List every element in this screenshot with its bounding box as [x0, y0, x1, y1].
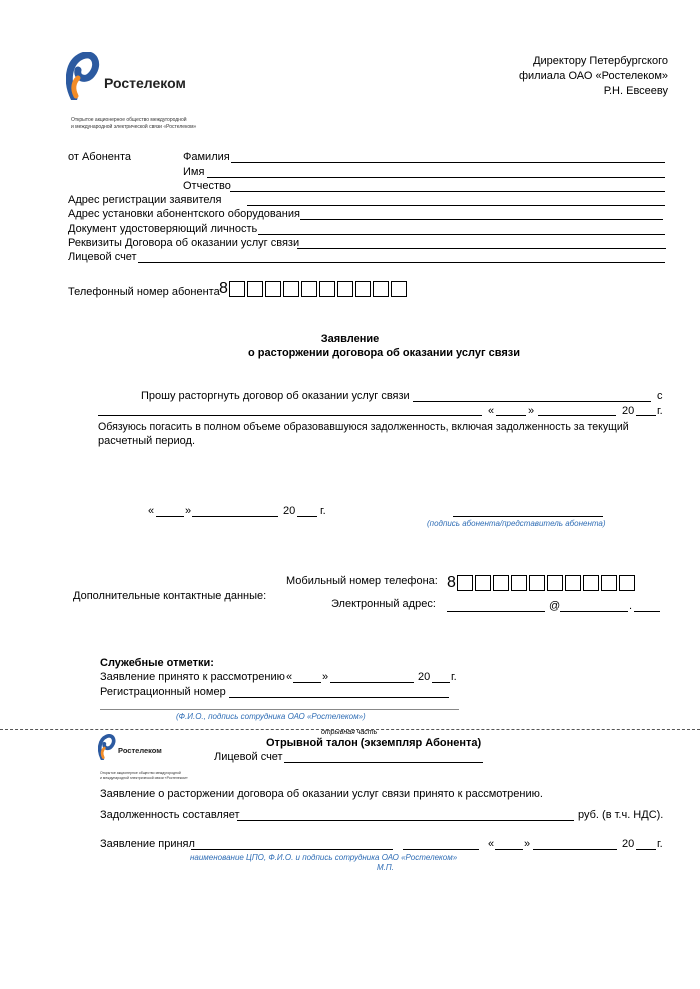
phone-number-boxes[interactable]	[219, 280, 409, 298]
phone-label: Телефонный номер абонента	[68, 286, 220, 298]
digit-box[interactable]	[355, 281, 371, 297]
email-user-field[interactable]	[447, 611, 545, 612]
email-label: Электронный адрес:	[331, 598, 436, 610]
accepted-label: Заявление принято к рассмотрению	[100, 671, 285, 683]
tear-off-part-label: отрывная часть	[321, 729, 378, 736]
email-at: @	[549, 600, 561, 612]
signature-field[interactable]	[453, 516, 603, 517]
surname-label: Фамилия	[183, 151, 230, 163]
reg-number-label: Регистрационный номер	[100, 686, 226, 698]
sign-quote-open: «	[148, 505, 155, 517]
patronymic-label: Отчество	[183, 180, 231, 192]
statement-subtitle: о расторжении договора об оказании услуг связи	[247, 347, 520, 359]
digit-box[interactable]	[583, 575, 599, 591]
surname-field[interactable]	[231, 162, 665, 163]
received-signature-field[interactable]	[403, 849, 479, 850]
digit-box[interactable]	[391, 281, 407, 297]
digit-box[interactable]	[247, 281, 263, 297]
mobile-number-boxes[interactable]	[447, 574, 637, 592]
account-field[interactable]	[138, 262, 665, 263]
email-dot: .	[629, 600, 633, 612]
quote-open: «	[488, 405, 495, 417]
acc-year-field[interactable]	[432, 682, 450, 683]
acc-year-suffix: г.	[451, 671, 457, 683]
received-by-field[interactable]	[191, 849, 393, 850]
email-domain-field[interactable]	[560, 611, 628, 612]
digit-box[interactable]	[493, 575, 509, 591]
acc-quote-open: «	[286, 671, 293, 683]
sign-month-field[interactable]	[192, 516, 278, 517]
digit-box[interactable]	[475, 575, 491, 591]
acc-month-field[interactable]	[330, 682, 414, 683]
tear-year-field[interactable]	[636, 849, 656, 850]
tear-off-tagline-2: и международной электрической связи «Ростелеком»	[100, 776, 188, 780]
digit-box[interactable]	[457, 575, 473, 591]
acc-quote-close: »	[322, 671, 329, 683]
service-marks-title: Служебные отметки:	[100, 657, 214, 669]
contract-label: Реквизиты Договора об оказании услуг связи	[68, 237, 300, 249]
addressee-line-3: Р.Н. Евсееву	[603, 85, 668, 97]
digit-box[interactable]	[529, 575, 545, 591]
sign-year-field[interactable]	[297, 516, 317, 517]
tear-off-tagline-1: Открытое акционерное общество междугородной	[100, 771, 181, 775]
employee-field[interactable]	[100, 709, 459, 710]
mobile-prefix: 8	[447, 574, 456, 591]
digit-box[interactable]	[511, 575, 527, 591]
reg-number-field[interactable]	[229, 697, 449, 698]
date-field[interactable]	[98, 415, 482, 416]
digit-box[interactable]	[319, 281, 335, 297]
install-address-field[interactable]	[300, 219, 663, 220]
tear-off-account-label: Лицевой счет	[214, 751, 283, 763]
digit-box[interactable]	[265, 281, 281, 297]
logo-tagline-2: и международной электрической связи «Ростелеком»	[71, 124, 197, 130]
digit-box[interactable]	[283, 281, 299, 297]
tear-year-suffix: г.	[657, 838, 663, 850]
name-label: Имя	[183, 166, 205, 178]
tear-off-accepted-text: Заявление о расторжении договора об оказании услуг связи принято к рассмотрению.	[100, 788, 543, 800]
sign-year-prefix: 20	[283, 505, 296, 517]
mobile-label: Мобильный номер телефона:	[286, 575, 438, 587]
patronymic-field[interactable]	[230, 191, 665, 192]
logo-tagline-1: Открытое акционерное общество междугородной	[71, 117, 187, 123]
debt-field[interactable]	[237, 820, 574, 821]
tear-month-field[interactable]	[533, 849, 617, 850]
obligation-text-2: расчетный период.	[98, 435, 196, 447]
logo-name: Ростелеком	[104, 75, 186, 91]
tear-day-field[interactable]	[495, 849, 523, 850]
tear-off-account-field[interactable]	[284, 762, 483, 763]
name-field[interactable]	[207, 177, 665, 178]
debt-suffix: руб. (в т.ч. НДС).	[578, 809, 664, 821]
year-field[interactable]	[636, 415, 656, 416]
signature-hint: (подпись абонента/представитель абонента)	[427, 519, 606, 528]
digit-box[interactable]	[373, 281, 389, 297]
reg-address-label: Адрес регистрации заявителя	[68, 194, 222, 206]
tear-off-employee-hint: наименование ЦПО, Ф.И.О. и подпись сотрудника ОАО «Ростелеком»	[190, 853, 458, 862]
tear-off-title: Отрывной талон (экземпляр Абонента)	[266, 737, 482, 749]
addressee-line-2: филиала ОАО «Ростелеком»	[518, 70, 668, 82]
rostelecom-logo-icon	[98, 734, 116, 760]
request-text: Прошу расторгнуть договор об оказании услуг связи	[141, 390, 410, 402]
stamp-hint: М.П.	[377, 863, 394, 872]
digit-box[interactable]	[601, 575, 617, 591]
email-zone-field[interactable]	[634, 611, 660, 612]
month-field[interactable]	[538, 415, 616, 416]
reg-address-field[interactable]	[247, 205, 665, 206]
sign-quote-close: »	[185, 505, 192, 517]
year-prefix: 20	[622, 405, 635, 417]
from-subscriber-label: от Абонента	[68, 151, 132, 163]
debt-label: Задолженность составляет	[100, 809, 240, 821]
obligation-text-1: Обязуюсь погасить в полном объеме образовавшуюся задолженность, включая задолженность за текущий	[98, 421, 629, 433]
employee-hint: (Ф.И.О., подпись сотрудника ОАО «Ростелеком»)	[176, 712, 366, 721]
received-label: Заявление принял	[100, 838, 195, 850]
rostelecom-logo-icon	[66, 52, 100, 100]
digit-box[interactable]	[301, 281, 317, 297]
phone-prefix: 8	[219, 280, 228, 297]
statement-title: Заявление	[320, 333, 380, 345]
since-label: с	[657, 390, 663, 402]
acc-day-field[interactable]	[293, 682, 321, 683]
tear-off-logo-name: Ростелеком	[118, 746, 162, 755]
additional-contacts-label: Дополнительные контактные данные:	[73, 590, 267, 602]
acc-year-prefix: 20	[418, 671, 431, 683]
year-suffix: г.	[657, 405, 663, 417]
tear-year-prefix: 20	[622, 838, 635, 850]
digit-box[interactable]	[619, 575, 635, 591]
digit-box[interactable]	[547, 575, 563, 591]
digit-box[interactable]	[337, 281, 353, 297]
sign-year-suffix: г.	[320, 505, 326, 517]
digit-box[interactable]	[229, 281, 245, 297]
addressee-line-1: Директору Петербургского	[533, 55, 668, 67]
day-field[interactable]	[496, 415, 526, 416]
contract-field[interactable]	[297, 248, 666, 249]
digit-box[interactable]	[565, 575, 581, 591]
service-field[interactable]	[413, 401, 651, 402]
sign-day-field[interactable]	[156, 516, 184, 517]
id-document-field[interactable]	[258, 234, 665, 235]
id-document-label: Документ удостоверяющий личность	[68, 223, 258, 235]
install-address-label: Адрес установки абонентского оборудования	[68, 208, 300, 220]
account-label: Лицевой счет	[68, 251, 137, 263]
quote-close: »	[528, 405, 535, 417]
tear-quote-close: »	[524, 838, 531, 850]
tear-quote-open: «	[488, 838, 495, 850]
